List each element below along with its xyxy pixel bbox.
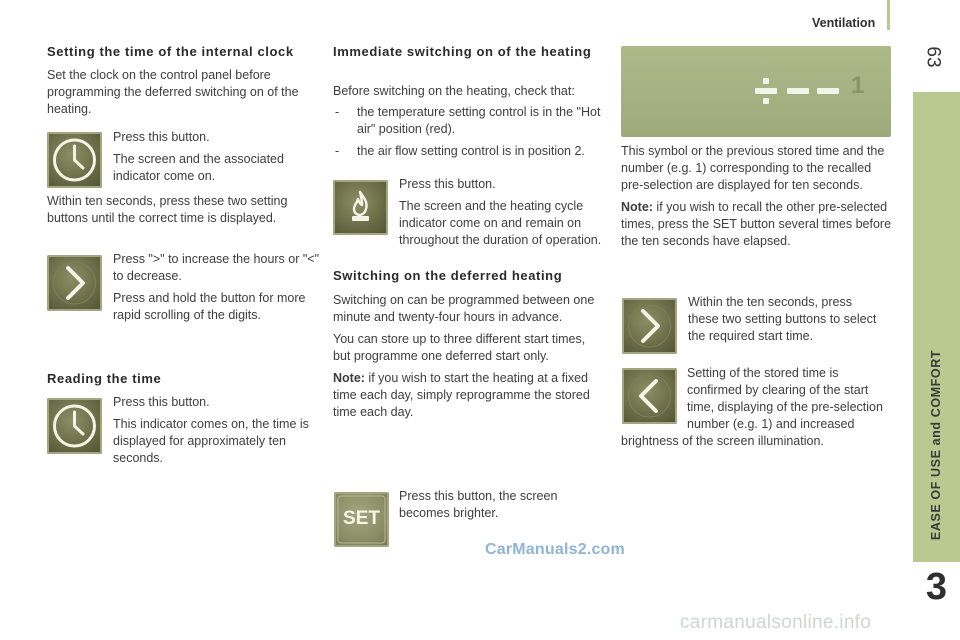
symbol-text: This symbol or the previous stored time and the number (e.g. 1) corresponding to the recalled pre-selection are displayed for ten seconds. [621,144,885,192]
deferred-p2: You can store up to three different start times, but programme one deferred start only. [333,332,586,363]
arrow-step-increase: Press ">" to increase the hours or "<" to decrease. [113,252,320,283]
heating-button[interactable] [333,180,388,235]
set-button[interactable] [334,492,389,547]
deferred-note-label: Note: [333,371,365,385]
recall-note [621,199,893,250]
watermark-link[interactable]: CarManuals2.com [485,541,625,558]
immediate-heading: Immediate switching on of the heating [333,44,592,59]
check-item: - the temperature setting control is in the "Hot air" position (red). [333,104,603,138]
chapter-label: EASE OF USE and COMFORT [929,349,943,541]
recall-note-label: Note: [621,200,653,214]
section-title: Ventilation [812,16,876,30]
chapter-number: 3 [925,566,948,608]
deferred-note-text: if you wish to start the heating at a fixed time each day, simply reprogramme the stored time each day. [333,371,590,419]
stored-text-wrap [621,365,891,450]
clock-icon [47,132,102,188]
watermark-footer: carmanualsonline.info [680,612,872,633]
deferred-p1: Switching on can be programmed between one minute and twenty-four hours in advance. [333,293,595,324]
recall-note-text: if you wish to recall the other pre-selected times, press the SET button several times before the ten seconds have elapsed. [621,200,892,248]
reading-step-press: Press this button. [113,395,210,409]
heat-step-screen: The screen and the heating cycle indicator come on and remain on throughout the duration of operation. [399,199,602,247]
page-number: 63 [922,46,944,68]
display-preselection-digit: 1 [851,72,865,99]
reading-heading: Reading the time [47,371,162,386]
increase-button[interactable] [47,255,102,311]
header-accent-bar [887,0,890,30]
chevron-right-icon [47,255,102,311]
deferred-heading: Switching on the deferred heating [333,268,563,283]
clock-step-screen: The screen and the associated indicator come on. [113,152,284,183]
within-text: Within the ten seconds, press these two setting buttons to select the required start time. [688,295,877,343]
reading-clock-button[interactable] [47,398,102,454]
screen-display [621,46,891,137]
clock-step-press: Press this button. [113,130,210,144]
clock-within: Within ten seconds, press these two setting buttons until the correct time is displayed. [47,194,288,225]
immediate-intro: Before switching on the heating, check that: [333,84,575,98]
stored-text: Setting of the stored time is confirmed by clearing of the start time, displaying of the pre-selection number (e.g. 1) and increased brightness of the screen illumination. [621,366,883,448]
deferred-note [333,370,598,421]
next-button[interactable] [622,298,677,354]
set-step: Press this button, the screen becomes brighter. [399,489,558,520]
reading-step-indicator: This indicator comes on, the time is displayed for approximately ten seconds. [113,417,309,465]
clock-intro: Set the clock on the control panel before programming the deferred switching on of the heating. [47,68,299,116]
clock-heading: Setting the time of the internal clock [47,44,294,59]
check-item: - the air flow setting control is in position 2. [333,143,603,160]
set-button-label: SET [343,508,380,529]
clock-button[interactable] [47,132,102,188]
clock-icon [47,398,102,454]
chevron-right-icon [622,298,677,354]
check-list [333,104,603,160]
heating-icon [333,180,388,235]
arrow-step-hold: Press and hold the button for more rapid scrolling of the digits. [113,291,306,322]
heat-step-press: Press this button. [399,177,496,191]
